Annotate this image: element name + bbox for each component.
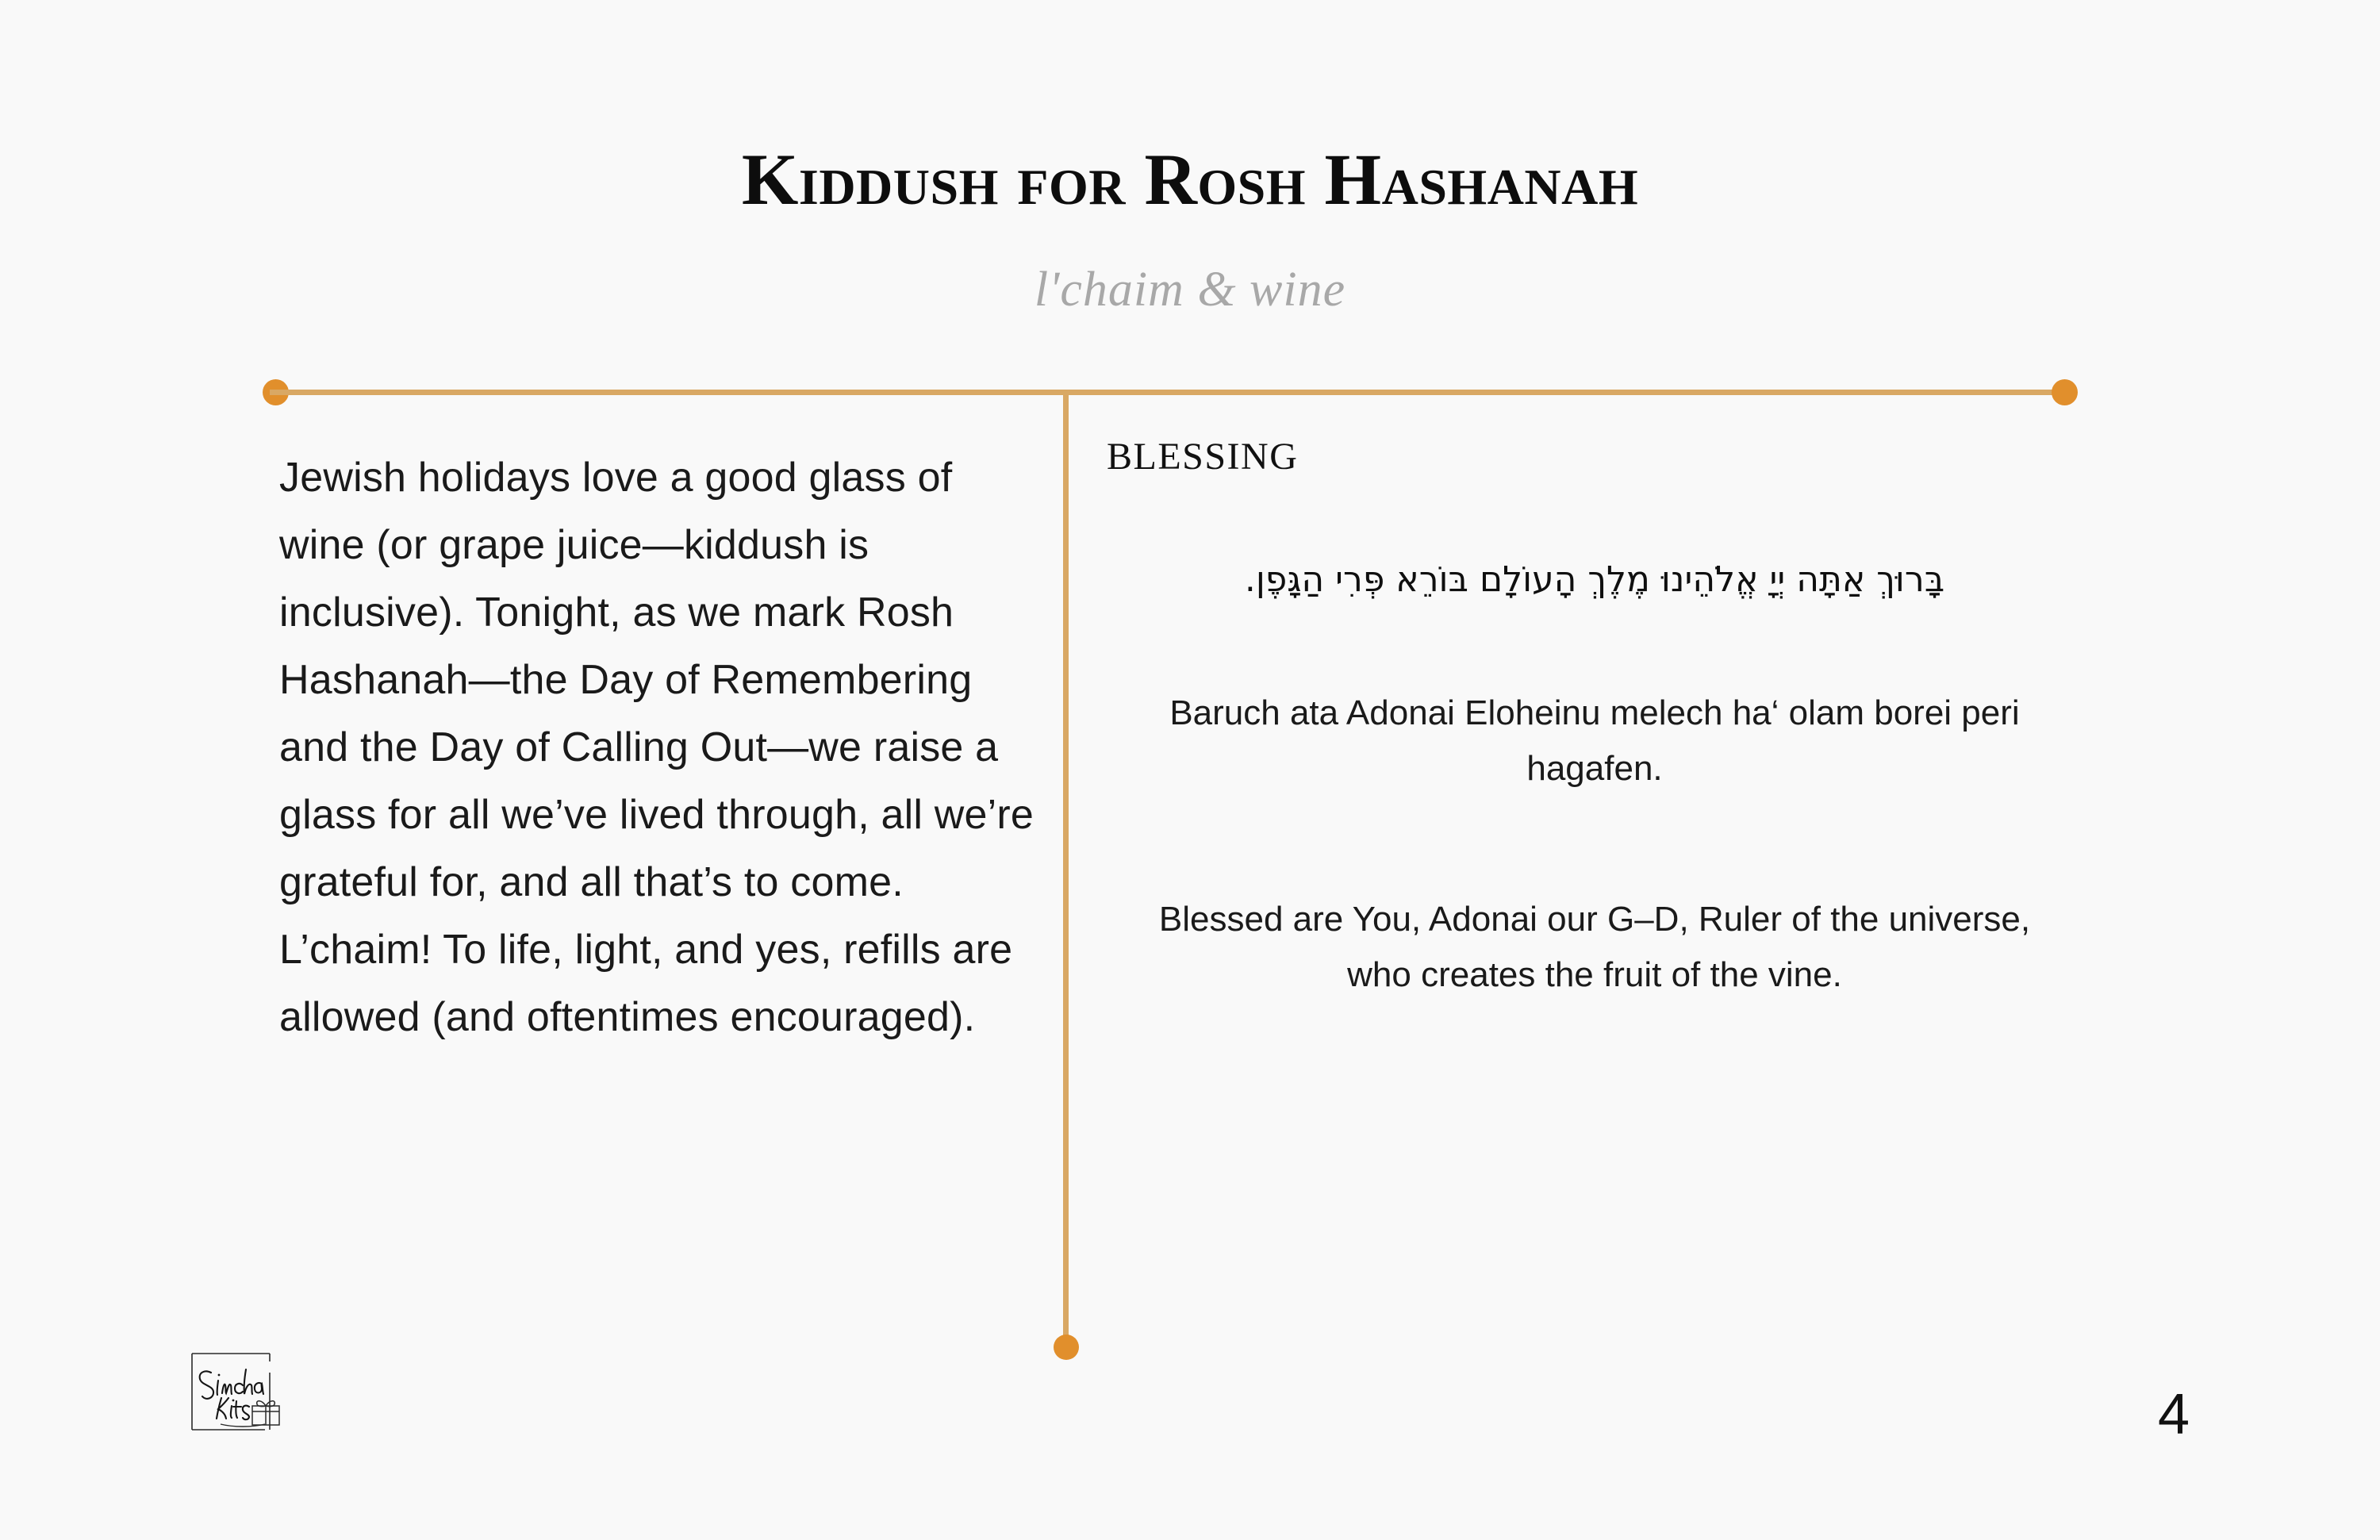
horizontal-rule-dot-right	[2052, 379, 2078, 405]
page-subtitle: l'chaim & wine	[1034, 263, 1346, 317]
hebrew-blessing-text: בָּרוּךְ אַתָּה יְיָ אֱלֹהֵינוּ מֶלֶךְ הָעוֹלָם בּוֹרֵא פְּרִי הַגָּפֶן.	[1244, 559, 1945, 600]
intro-paragraph: Jewish holidays love a good glass of wine (or grape juice—kiddush is inclusive). Tonight, as we mark Rosh Hashanah—the Day of Remembering and the Day of Calling Out—we raise a glass for all we’ve lived through, all we’re grateful for, and all that’s to come. L’chaim! To life, light, and yes, refills are allowed (and oftentimes encouraged).	[279, 455, 1035, 1040]
page-title: Kiddush for Rosh Hashanah	[741, 139, 1639, 220]
page-number: 4	[2157, 1383, 2190, 1446]
translation-block	[1107, 892, 2082, 1003]
transliteration-text: Baruch ata Adonai Eloheinu melech ha‘ olam borei peri hagafen.	[1169, 693, 2020, 788]
blessing-section-label: BLESSING	[1107, 436, 1299, 478]
simcha-kits-logo	[176, 1349, 287, 1440]
vertical-divider	[1063, 390, 1069, 1344]
right-column	[1107, 435, 2082, 1003]
horizontal-divider	[270, 390, 2064, 395]
vertical-rule-dot-bottom	[1054, 1335, 1079, 1360]
translation-line-2: who creates the fruit of the vine.	[1347, 955, 1842, 994]
translation-line-1: Blessed are You, Adonai our G–D, Ruler of the universe,	[1158, 900, 2031, 939]
left-column	[279, 444, 1041, 1051]
